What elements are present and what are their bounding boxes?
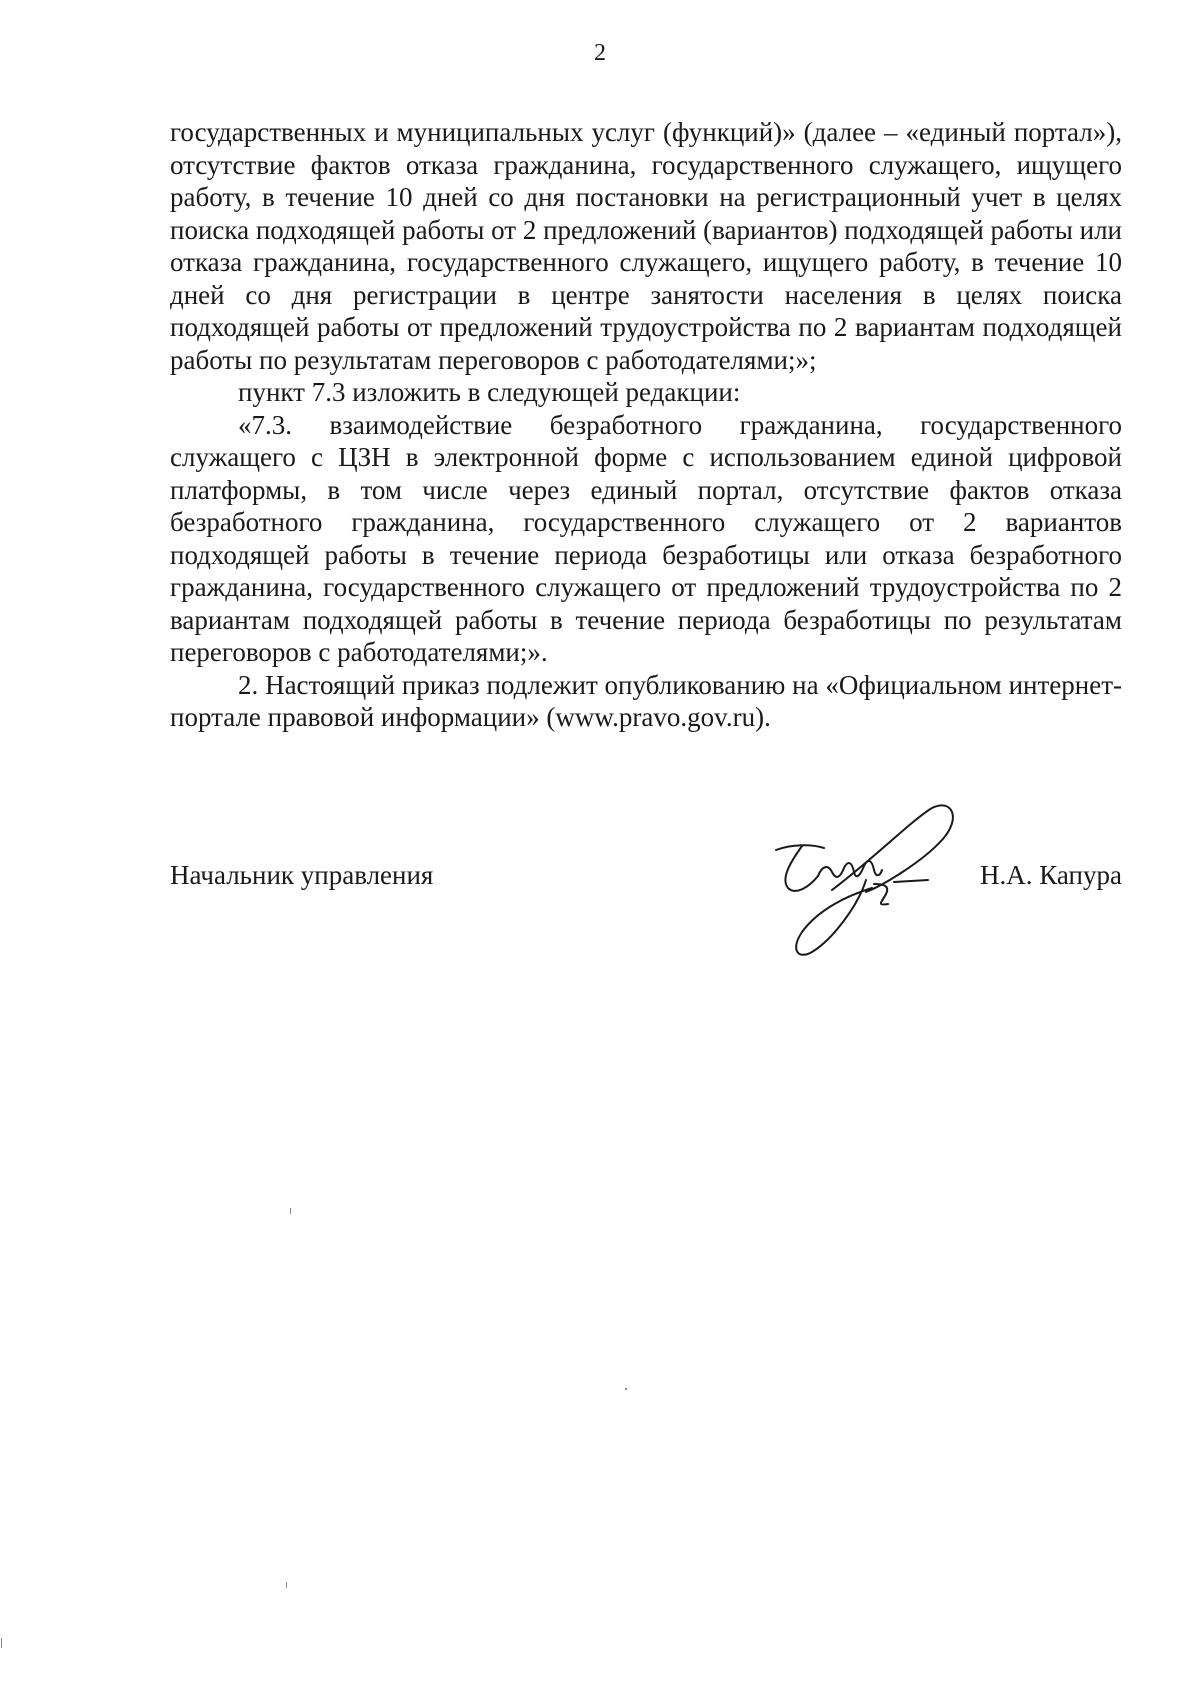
signature-block [170,800,1122,960]
document-body [170,116,1122,734]
signer-title: Начальник управления [170,860,434,890]
scan-artifact [625,1388,627,1390]
page-number: 2 [594,40,606,66]
scan-artifact [286,1582,287,1588]
handwritten-signature [762,800,972,960]
scan-artifact [1,1638,2,1648]
paragraph-amendment-instruction: пункт 7.3 изложить в следующей редакции: [238,377,741,407]
scan-artifact [290,1208,291,1214]
paragraph-clause-7-3: «7.3. взаимодействие безработного гражданина, государственного служащего с ЦЗН в электронной форме с использованием единой цифровой платформы, в том числе через единый портал, отсутствие фактов отказа безработного гражданина, государственного служащего от 2 вариантов подходящей работы в течение периода безработицы или отказа безработного гражданина, государственного служащего от предложений трудоустройства по 2 вариантам подходящей работы в течение периода безработицы по результатам переговоров с работодателями;». [170,409,1122,667]
paragraph-continuation: государственных и муниципальных услуг (функций)» (далее – «единый портал»), отсутствие фактов отказа гражданина, государственного служащего, ищущего работу, в течение 10 дней со дня постановки на регистрационный учет в целях поиска подходящей работы от 2 предложений (вариантов) подходящей работы или отказа гражданина, государственного служащего, ищущего работу, в течение 10 дней со дня регистрации в центре занятости населения в целях поиска подходящей работы от предложений трудоустройства по 2 вариантам подходящей работы по результатам переговоров с работодателями;»; [170,117,1122,375]
paragraph-publication: 2. Настоящий приказ подлежит опубликованию на «Официальном интернет-портале правовой информации» (www.pravo.gov.ru). [170,669,1122,732]
signer-name: Н.А. Капура [980,860,1122,890]
